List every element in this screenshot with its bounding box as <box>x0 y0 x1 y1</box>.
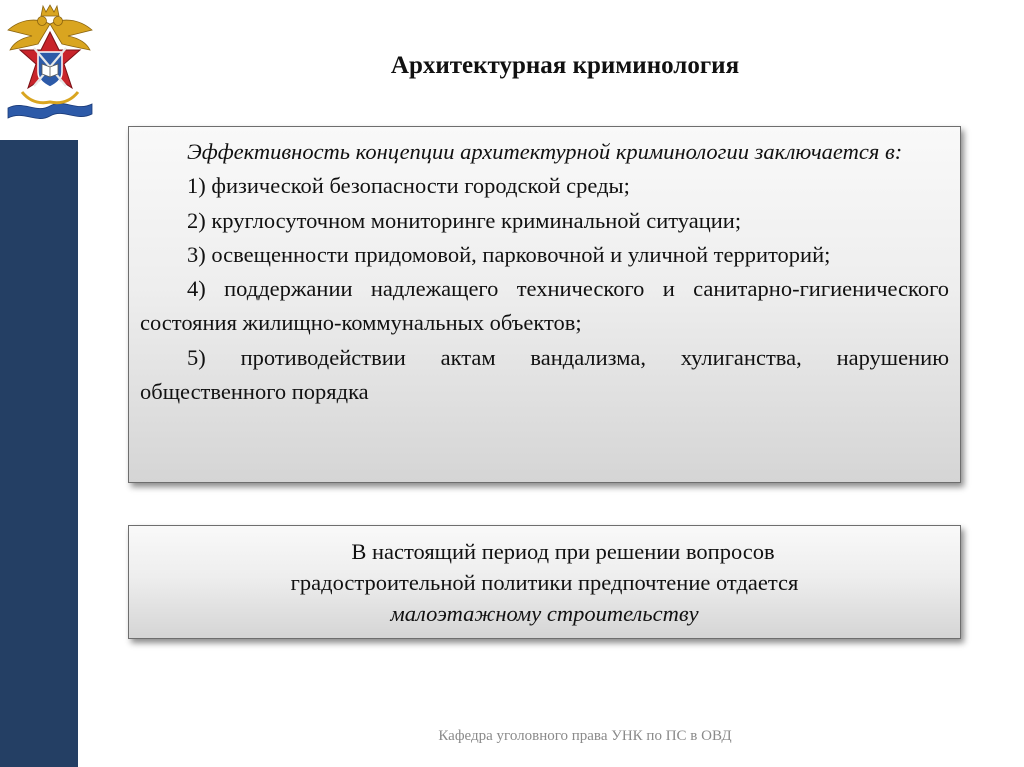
sidebar-band <box>0 140 78 767</box>
note-line-1: В настоящий период при решении вопросов <box>351 539 775 564</box>
note-line-emphasis: малоэтажному строительству <box>390 601 699 626</box>
footer-department: Кафедра уголовного права УНК по ПС в ОВД <box>438 728 732 744</box>
effectiveness-intro: Эффективность концепции архитектурной криминологии заключается в: <box>187 139 903 164</box>
list-item: 5) противодействии актам вандализма, хулиганства, нарушению общественного порядка <box>140 344 949 405</box>
list-item: 2) круглосуточном мониторинге криминальной ситуации; <box>187 207 742 233</box>
effectiveness-box <box>128 126 961 483</box>
list-item: 1) физической безопасности городской среды; <box>187 173 630 199</box>
list-item: 3) освещенности придомовой, парковочной и уличной территорий; <box>187 241 831 267</box>
list-item: 4) поддержании надлежащего технического и санитарно-гигиенического состояния жилищно-коммунальных объектов; <box>140 276 949 336</box>
note-line-2: градостроительной политики предпочтение отдается <box>290 570 799 595</box>
preference-note-box <box>128 525 961 639</box>
slide-title: Архитектурная криминология <box>390 52 740 79</box>
